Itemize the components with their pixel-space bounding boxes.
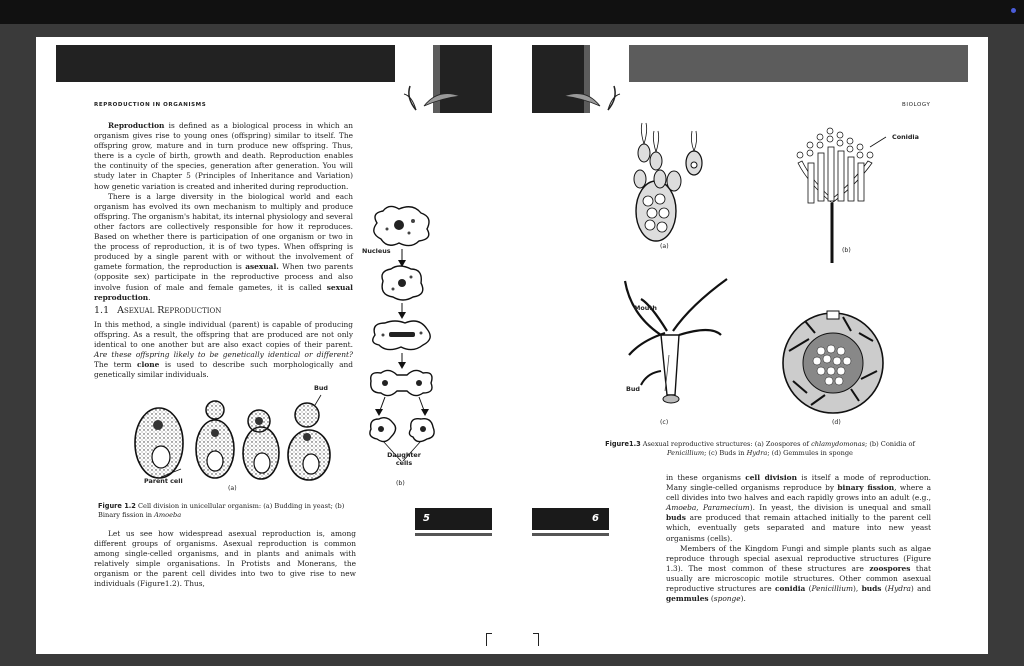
right-para1-c: is itself a mode of reproduction. Many single-celled organisms reproduce by [666,473,932,493]
gemmule-illustration [781,311,885,415]
label-fig13d: (d) [832,419,841,426]
term-clone: clone [137,360,160,370]
intro-para-2b: When two parents (opposite sex) participate in the reproductive process and also involve fusion of male and female gametes, it is called [94,262,353,292]
term-cell-division: cell division [745,473,797,482]
label-daughter-cells: Daughter cells [387,451,421,467]
term-asexual: asexual. [245,262,279,272]
right-header-bar [629,45,968,82]
page-number-right [532,508,609,530]
figure-1-3-text-4: ; (d) Gemmules in sponge [767,448,853,457]
intro-para-2c: . [148,292,151,302]
right-para1-f: are produced that remain attached initially to the parent cell which, eventually gets separated and mature into new yeast organisms (cells). [666,513,931,543]
page-number-left-underline [415,533,492,536]
right-para2-italic-2: Hydra [887,584,911,594]
term-buds-2: buds [861,584,882,594]
viewer-top-bar [0,0,1024,24]
figure-1-3-caption [586,440,934,457]
zoospores-illustration [632,121,712,245]
bottom-para-text: Let us see how widespread asexual reproduction is, among different groups of organisms. Asexual reproduction is common among single-celled organisms, and in plants and animals with relatively simple organisations. In Protists and Monerans, the organism or the parent cell divides into two to give rise to new individuals (Figure1.2). Thus, [94,529,356,589]
right-para1-italic: Amoeba, Paramecium [666,503,750,513]
label-fig12b: (b) [396,480,405,487]
intro-text [94,121,353,303]
section-title: Asexual Reproduction [117,305,222,316]
crop-mark-right [533,633,539,646]
figure-1-3-text-2: ; (b) Conidia of [865,440,915,448]
figure-1-3-text-3: ; (c) Buds in [704,448,747,457]
amoeba-fission-illustration [369,203,435,473]
label-parent-cell: Parent cell [144,477,183,485]
right-para2-a: Members of the Kingdom Fungi and simple plants such as algae reproduce through special asexual reproductive structures (Figure 1.3). The most common of these structures are [666,543,931,573]
right-para2-d: ( [805,584,812,594]
status-dot [1011,8,1016,13]
figure-1-2-italic: Amoeba [154,510,182,519]
right-para2-h: ( [708,594,714,604]
term-binary-fission: binary fission [837,483,895,493]
book-spread [36,37,988,654]
bottom-paragraph [94,529,356,590]
term-reproduction: Reproduction [108,121,165,130]
right-para1-e: ). In yeast, the division is unequal and small [749,503,931,513]
figure-1-3-italic-1: chlamydomonas [811,440,865,448]
label-mouth: Mouth [634,304,657,312]
right-para2-f: ( [881,584,888,594]
figure-1-3-italic-2: Penicillium [667,448,705,457]
term-sexual-reproduction: sexual reproduction [94,282,353,302]
section-question: Are these offspring likely to be genetically identical or different? [94,350,353,360]
section-paragraph [94,320,353,381]
page-number-right-text: 6 [592,513,599,524]
page-number-left-text: 5 [423,513,430,524]
label-conidia: Conidia [892,133,919,141]
term-gemmules: gemmules [666,594,709,604]
right-para2-c: that usually are microscopic motile structures. Other common asexual reproductive structures are [666,563,931,594]
section-para-a: In this method, a single individual (parent) is capable of producing offspring. As a result, the offspring that are produced are not only identical to one another but are also exact copies of their parent. [94,320,353,350]
section-para-b1: The term [94,360,138,370]
right-para1-d: , where a cell divides into two halves and each rapidly grows into an adult (e.g., [666,483,931,503]
left-leaf-ornament [402,82,462,117]
label-fig13a: (a) [660,243,669,250]
figure-1-3-label: Figure1.3 [605,440,641,448]
figure-1-3-italic-3: Hydra [746,448,768,457]
figure-1-2-caption [98,502,358,519]
right-para2-j: ). [740,594,746,604]
label-fig12a: (a) [228,485,237,492]
conidia-illustration [788,123,886,263]
right-para2-italic-3: sponge [713,594,741,604]
left-header-bar [56,45,395,82]
figure-1-2-text: Cell division in unicellular organism: (a) Budding in yeast; (b) Binary fission in [98,502,345,519]
right-para2-e: ), [853,584,862,594]
label-hydra-bud: Bud [626,385,640,393]
right-running-head: BIOLOGY [902,102,931,108]
figure-1-2-label: Figure 1.2 [98,502,136,510]
yeast-budding-illustration [131,393,331,479]
term-conidia: conidia [774,584,806,594]
right-text [666,473,931,604]
term-buds: buds [666,513,686,523]
right-leaf-ornament [562,82,622,117]
section-para-b2: is used to describe such morphologically and genetically similar individuals. [94,360,353,380]
label-nucleus: Nucleus [362,247,391,255]
label-bud: Bud [314,384,328,392]
label-fig13b: (b) [842,247,851,254]
intro-para-2a: There is a large diversity in the biological world and each organism has evolved its own mechanism to multiply and produce offspring. The organism's habitat, its internal physiology and several other factors are collectively responsible for how it reproduces. Based on whether there is participation of one organism or two in the process of reproduction, it is of two types. When offspring is produced by a single parent with or without the involvement of gamete formation, the reproduction is [94,191,353,272]
label-fig13c: (c) [660,419,669,426]
page-number-left [415,508,492,530]
right-para2-g: ) and [910,584,931,594]
section-number: 1.1 [94,305,110,316]
term-zoospores: zoospores [869,563,911,573]
figure-1-3-text-1: Asexual reproductive structures: (a) Zoospores of [642,440,812,448]
intro-para-1: is defined as a biological process in which an organism gives rise to young ones (offspring) similar to itself. The offspring grow, mature and in turn produce new offspring. Thus, there is a cycle of birth, growth and death. Reproduction enables the continuity of the species, generation after generation. You will study later in Chapter 5 (Principles of Inheritance and Variation) how genetic variation is created and inherited during reproduction. [94,121,353,191]
right-para2-italic-1: Penicillium [811,584,854,594]
section-heading [94,305,221,316]
left-running-head: REPRODUCTION IN ORGANISMS [94,102,207,108]
right-para1-a: in these organisms [666,473,746,482]
crop-mark-left [486,633,492,646]
page-number-right-underline [532,533,609,536]
